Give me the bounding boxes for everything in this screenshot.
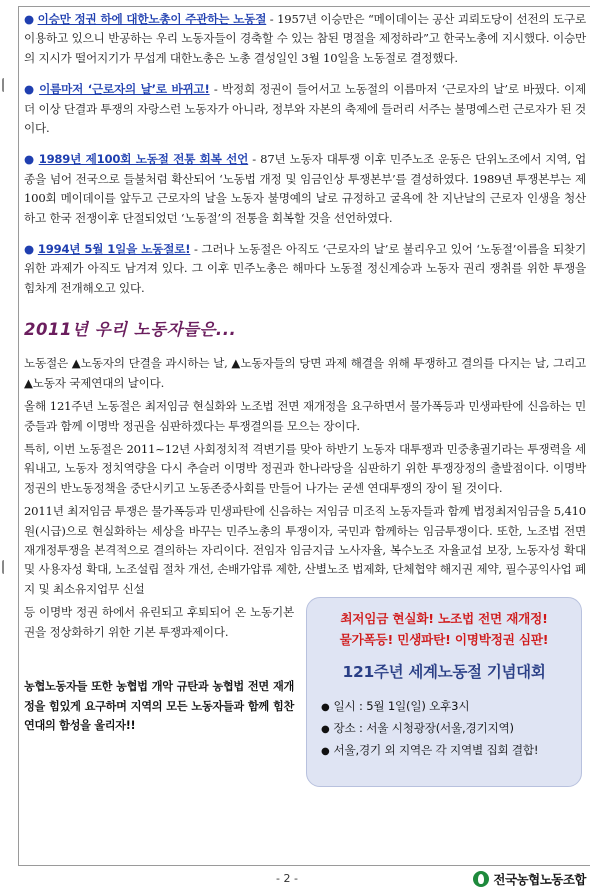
- bullet-icon: ●: [321, 746, 330, 758]
- bullet-icon: ●: [321, 702, 330, 714]
- body-paragraph: 올해 121주년 노동절은 최저임금 현실화와 노조법 전면 재개정을 요구하면서 물가폭등과 민생파탄에 신음하는 민중들과 함께 이명박 정권을 심판하겠다는 투쟁결의를 모으는 장이다.: [24, 399, 586, 433]
- event-place-item: ● 장소 : 서울 시청광장(서울,경기지역): [321, 721, 514, 736]
- binding-mark: [2, 78, 8, 92]
- section-lead: 이름마저 ‘근로자의 날’로 바뀌고!: [39, 82, 210, 97]
- page-content: [24, 10, 586, 793]
- section-lead: 이승만 정권 하에 대한노총이 주관하는 노동절: [37, 12, 267, 26]
- slogan-line: 최저임금 현실화! 노조법 전면 재개정!: [340, 611, 548, 627]
- bullet-icon: ●: [24, 152, 35, 167]
- section-lead: 1989년 제100회 노동절 전통 회복 선언: [38, 152, 249, 167]
- farm-union-appeal: 농협노동자들 또한 농협법 개악 규탄과 농협법 전면 재개정을 힘있게 요구하며 지역의 모든 노동자들과 함께 힘찬 연대의 함성을 울리자!!: [24, 680, 294, 733]
- bullet-icon: ●: [24, 12, 35, 26]
- page-border-bottom: [18, 865, 590, 866]
- section-body: - 87년 노동자 대투쟁 이후 민주노조 운동은 단위노조에서 지역, 업종을 넘어 전국으로 들불처럼 확산되어 ‘노동법 개정 및 임금인상 투쟁본부’를 결성하였다. 1989년 투쟁본부는 제100회 메이데이를 앞두고 근로자의 날을 노동자 불명예의 날로 규정하고 굴욕에 찬 지난날의 근로자 인생을 청산하고 한국 전쟁이후 단절되었던 ‘노동절’의 전통을 회복할 것을 선언하였다.: [24, 152, 586, 225]
- event-regional-item: ● 서울,경기 외 지역은 각 지역별 집회 결합!: [321, 743, 539, 758]
- body-paragraph: 2011년 최저임금 투쟁은 물가폭등과 민생파탄에 신음하는 저임금 미조직 노동자들과 함께 법정최저임금을 5,410원(시급)으로 현실화하는 세상을 바꾸는 민주노총의 투쟁이자, 국민과 함께하는 임금투쟁이다. 또한, 노조법 전면 재개정투쟁을 본격적으로 결의하는 자리이다. 전임자 임금지급 노사자율, 복수노조 자율교섭 보장, 노동자성 확대 및 사용자성 확대, 노조설립 절차 개선, 손배가압류 제한, 산별노조 법제화, 단체협약 해지권 제약, 필수공익사업 폐지 및 최소유지업무 신설: [24, 504, 586, 596]
- page-number: - 2 -: [276, 872, 298, 885]
- history-section-4: [24, 240, 586, 298]
- page-footer: [0, 868, 600, 895]
- bullet-icon: ●: [321, 724, 330, 736]
- page-border-left: [18, 6, 19, 866]
- section-lead: 1994년 5월 1일을 노동절로!: [37, 242, 191, 257]
- history-section-1: [24, 10, 586, 68]
- leaf-logo-icon: [473, 871, 489, 887]
- section-body: - 그러나 노동절은 아직도 ‘근로자의 날’로 불리우고 있어 ‘노동절’이름을 되찾기 위한 과제가 아직도 남겨져 있다. 그 이후 민주노총은 해마다 노동절 정신계승과 노동자 권리 쟁취를 위한 투쟁을 힘차게 전개해오고 있다.: [24, 242, 586, 295]
- event-title: 121주년 세계노동절 기념대회: [342, 663, 546, 682]
- slogan-line: 물가폭등! 민생파탄! 이명박정권 심판!: [339, 632, 549, 648]
- bullet-icon: ●: [24, 242, 35, 257]
- page-border-top: [18, 6, 590, 7]
- event-date-item: ● 일시 : 5월 1일(일) 오후3시: [321, 699, 470, 714]
- section-body: - 박정희 정권이 들어서고 노동절의 이름마저 ‘근로자의 날’로 바꿨다. 이제 더 이상 단결과 투쟁의 자랑스런 노동자가 아니라, 정부와 자본의 축제에 들러리 서주는 불명예스런 근로자가 된 것이다.: [24, 82, 586, 136]
- body-paragraph: 특히, 이번 노동절은 2011~12년 사회정치적 격변기를 맞아 하반기 노동자 대투쟁과 민중총궐기라는 투쟁력을 세워내고, 노동자 정치역량을 다시 추슬러 이명박 정권과 한나라당을 심판하기 위한 투쟁장정의 출발점이다. 이명박 정권의 반노동정책을 중단시키고 노동존중사회를 만들어 나가는 굳센 연대투쟁의 장이 될 것이다.: [24, 441, 586, 495]
- section-body: - 1957년 이승만은 “메이데이는 공산 괴뢰도당이 선전의 도구로 이용하고 있으니 반공하는 우리 노동자들이 경축할 수 있는 참된 명절을 제정하라”고 한국노총에 지시했다. 이승만의 지시가 떨어지기가 무섭게 대한노총은 노총 결성일인 3월 10일을 노동절로 결정했다.: [24, 12, 586, 65]
- history-section-2: [24, 80, 586, 138]
- union-logo: [473, 870, 586, 888]
- bullet-icon: ●: [24, 82, 35, 97]
- bottom-area: [24, 603, 586, 793]
- history-section-3: [24, 150, 586, 228]
- binding-mark: [2, 560, 8, 574]
- body-paragraph: 노동절은 ▲노동자의 단결을 과시하는 날, ▲노동자들의 당면 과제 해결을 위해 투쟁하고 결의를 다지는 날, 그리고 ▲노동자 국제연대의 날이다.: [24, 356, 586, 390]
- section-heading: 2011년 우리 노동자들은...: [24, 320, 237, 340]
- union-name: 전국농협노동조합: [493, 872, 586, 887]
- event-announcement-box: [306, 597, 582, 787]
- body-paragraph-continuation: 등 이명박 정권 하에서 유린되고 후퇴되어 온 노동기본권을 정상화하기 위한 기본 투쟁과제이다.: [24, 605, 294, 639]
